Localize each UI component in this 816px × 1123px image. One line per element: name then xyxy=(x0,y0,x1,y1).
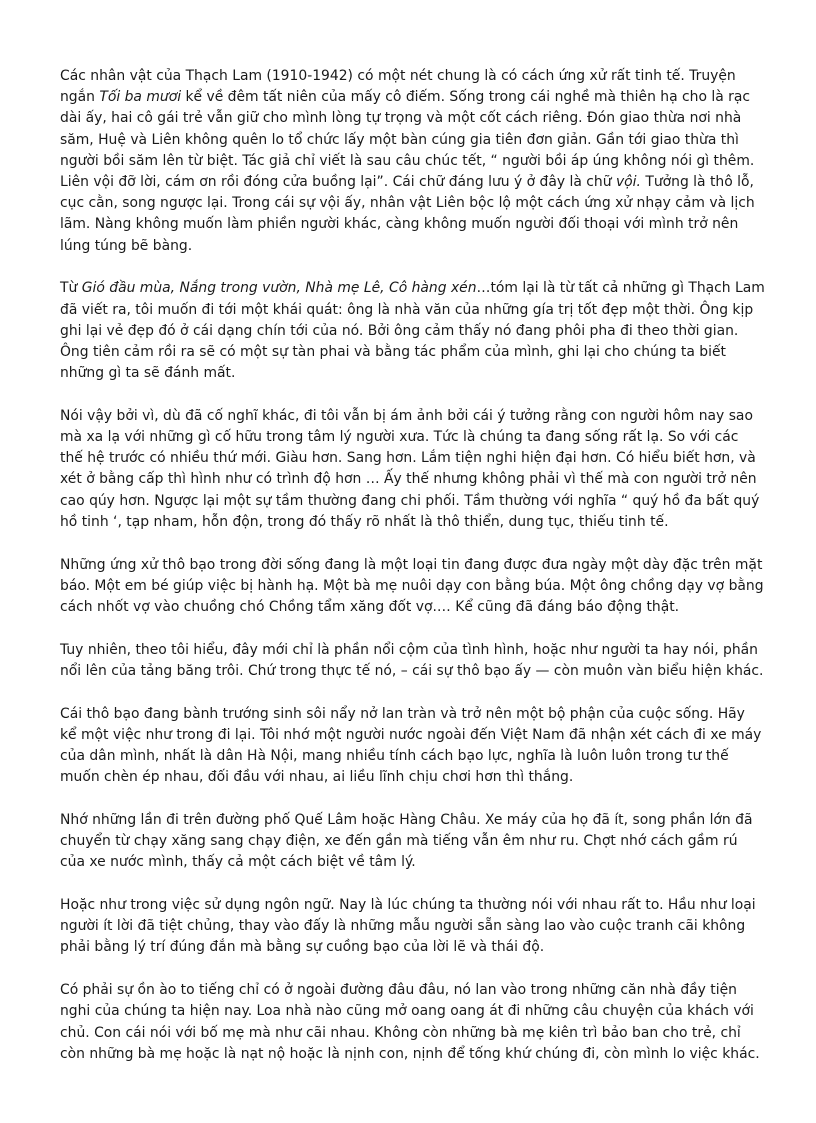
paragraph-text: Nhớ những lần đi trên đường phố Quế Lâm hoặc Hàng Châu. Xe máy của họ đã ít, song phần lớn đã chuyển từ chạy xăng sang chạy điện, xe đến gần mà tiếng vẫn êm như ru. Chợt nhớ cách gầm rú của xe nước mình, thấy cả một cách biệt về tâm lý. xyxy=(60,811,753,871)
paragraph-text: kể về đêm tất niên của mấy cô điếm. Sống trong cái nghề mà thiên hạ cho là rạc dài ấy, hai cô gái trẻ vẫn giữ cho mình lòng tự trọng và một cốt cách riêng. Đón giao thừa nơi nhà săm, Huệ và Liên không quên lo tổ chức lấy một bàn cúng gia tiên đơn giản. Gần tới giao thừa thì người bồi săm lên từ biệt. Tác giả chỉ viết là sau câu chúc tết, “ người bồi áp úng không nói gì thêm. Liên vội đỡ lời, cám ơn rồi đóng cửa buồng lại”. Cái chữ đáng lưu ý ở đây là chữ xyxy=(60,89,755,191)
paragraph-text: Các nhân vật của Thạch Lam (1910-1942) có một nét chung là có cách ứng xử rất tinh tế. Truyện ngắn xyxy=(60,68,736,106)
paragraph-text: …tóm lại là từ tất cả những gì Thạch Lam đã viết ra, tôi muốn đi tới một khái quát: ông là nhà văn của những gía trị tốt đẹp một thời. Ông kịp ghi lại vẻ đẹp đó ở cái dạng chín tới của nó. Bởi ông cảm thấy nó đang phôi pha đi theo thời gian. Ông tiên cảm rồi ra sẽ có một sự tàn phai và bằng tác phẩm của mình, ghi lại cho chúng ta biết những gì ta sẽ đánh mất. xyxy=(60,280,765,382)
italic-text: Gió đầu mùa, Nắng trong vườn, Nhà mẹ Lê, Cô hàng xén xyxy=(81,280,477,297)
body-paragraph xyxy=(60,640,765,682)
body-paragraph xyxy=(60,66,765,257)
body-paragraph xyxy=(60,810,765,874)
body-paragraph xyxy=(60,704,765,789)
paragraph-text: Hoặc như trong việc sử dụng ngôn ngữ. Nay là lúc chúng ta thường nói với nhau rất to. Hầu như loại người ít lời đã tiệt chủng, thay vào đấy là những mẫu người sẵn sàng lao vào cuộc tranh cãi không phải bằng lý trí đúng đắn mà bằng sự cuồng bạo của lời lẽ và thái độ. xyxy=(60,897,756,956)
paragraph-text: Tuy nhiên, theo tôi hiểu, đây mới chỉ là phần nổi cộm của tình hình, hoặc như người ta hay nói, phần nổi lên của tảng băng trôi. Chứ trong thực tế nó, – cái sự thô bạo ấy — còn muôn vàn biểu hiện khác. xyxy=(60,641,764,679)
italic-text: vội. xyxy=(615,174,641,191)
body-paragraph xyxy=(60,555,765,619)
document-page xyxy=(60,66,765,1086)
paragraph-text: Từ xyxy=(60,280,82,297)
paragraph-text: Cái thô bạo đang bành trướng sinh sôi nẩy nở lan tràn và trở nên một bộ phận của cuộc sống. Hãy kể một việc như trong đi lại. Tôi nhớ một người nước ngoài đến Việt Nam đã nhận xét cách đi xe máy của dân mình, nhất là dân Hà Nội, mang nhiều tính cách bạo lực, nghĩa là luôn luôn trong tư thế muốn chèn ép nhau, đối đầu với nhau, ai liều lĩnh chịu chơi hơn thì thắng. xyxy=(60,705,762,786)
paragraph-text: Có phải sự ồn ào to tiếng chỉ có ở ngoài đường đâu đâu, nó lan vào trong những căn nhà đầy tiện nghi của chúng ta hiện nay. Loa nhà nào cũng mở oang oang át đi những câu chuyện của khách với chủ. Con cái nói với bố mẹ mà như cãi nhau. Không còn những bà mẹ kiên trì bảo ban cho trẻ, chỉ còn những bà mẹ hoặc là nạt nộ hoặc là nịnh con, nịnh để tống khứ chúng đi, còn mình lo việc khác. xyxy=(60,982,760,1062)
body-paragraph xyxy=(60,278,765,384)
paragraph-text: Tưởng là thô lỗ, cục cằn, song ngược lại. Trong cái sự vội ấy, nhân vật Liên bộc lộ một cách ứng xử nhạy cảm và lịch lãm. Nàng không muốn làm phiền người khác, càng không muốn người đối thoại với mình trở nên lúng túng bẽ bàng. xyxy=(60,174,755,254)
body-paragraph xyxy=(60,895,765,959)
italic-text: Tối ba mươi xyxy=(99,89,182,106)
body-paragraph xyxy=(60,406,765,533)
paragraph-text: Nói vậy bởi vì, dù đã cố nghĩ khác, đi tôi vẫn bị ám ảnh bởi cái ý tưởng rằng con người hôm nay sao mà xa lạ với những gì cố hữu trong tâm lý người xưa. Tức là chúng ta đang sống rất lạ. So với các thế hệ trước có nhiều thứ mới. Giàu hơn. Sang hơn. Lắm tiện nghi hiện đại hơn. Có hiểu biết hơn, và xét ở bằng cấp thì hình như có trình độ hơn … Ấy thế nhưng không phải vì thế mà con người trở nên cao qúy hơn. Ngược lại một sự tầm thường đang chi phối. Tầm thường với nghĩa “ quý hồ đa bất quý hồ tinh ‘, tạp nham, hỗn độn, trong đó thấy rõ nhất là thô thiển, dung tục, thiếu tinh tế. xyxy=(60,407,760,530)
paragraph-text: Những ứng xử thô bạo trong đời sống đang là một loại tin đang được đưa ngày một dày đặc trên mặt báo. Một em bé giúp việc bị hành hạ. Một bà mẹ nuôi dạy con bằng búa. Một ông chồng dạy vợ bằng cách nhốt vợ vào chuồng chó Chồng tẩm xăng đốt vợ.… Kể cũng đã đáng báo động thật. xyxy=(60,556,764,615)
body-paragraph xyxy=(60,980,765,1065)
